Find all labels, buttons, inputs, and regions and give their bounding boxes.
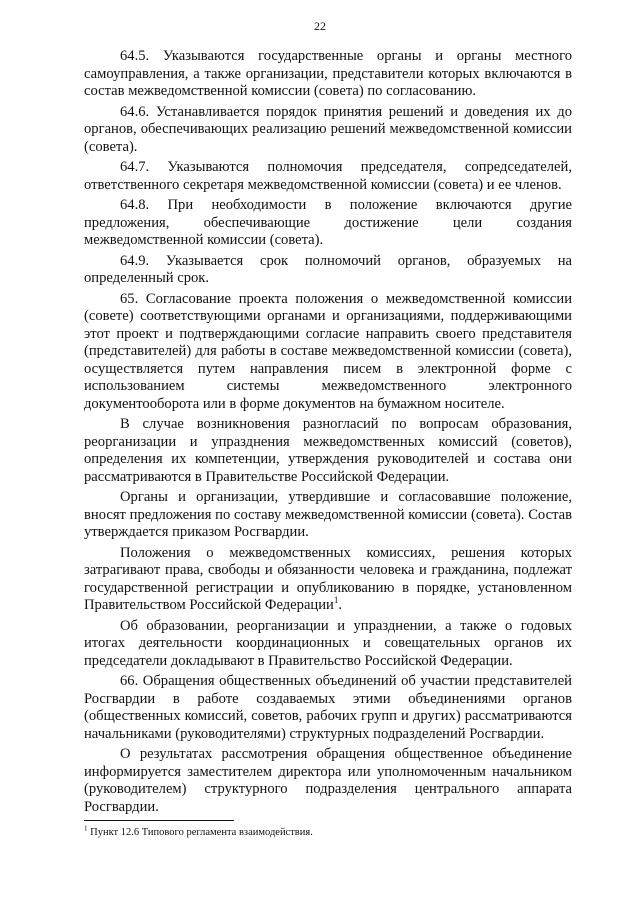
- paragraph-registration-text: Положения о межведомственных комиссиях, решения которых затрагивают права, свободы и обязанности человека и гражданина, подлежат государственной регистрации и опубликованию в порядке, установленном Правительством Российской Федерации: [84, 544, 572, 613]
- paragraph-disagreements: В случае возникновения разногласий по вопросам образования, реорганизации и упразднения межведомственных комиссий (советов), определения их компетенции, утверждения руководителей и состава они рассматриваются в Правительстве Российской Федерации.: [84, 416, 572, 485]
- document-body: [84, 48, 572, 819]
- paragraph-reports: Об образовании, реорганизации и упразднении, а также о годовых итогах деятельности координационных и совещательных органов их председатели докладывают в Правительство Российской Федерации.: [84, 617, 572, 669]
- footnote-mark: 1: [84, 824, 88, 833]
- footnote: [84, 826, 572, 839]
- paragraph-64-5: 64.5. Указываются государственные органы и органы местного самоуправления, а также организации, представители которых включаются в состав межведомственной комиссии (совета) по согласованию.: [84, 48, 572, 99]
- paragraph-64-6: 64.6. Устанавливается порядок принятия решений и доведения их до органов, обеспечивающих реализацию решений межведомственной комиссии (совета).: [84, 103, 572, 155]
- footnote-divider: [84, 820, 234, 821]
- paragraph-composition: Органы и организации, утвердившие и согласовавшие положение, вносят предложения по составу межведомственной комиссии (совета). Состав утверждается приказом Росгвардии.: [84, 489, 572, 540]
- paragraph-65: 65. Согласование проекта положения о межведомственной комиссии (совете) соответствующими органами и организациями, поддерживающими этот проект и подтверждающими согласие направить своего представителя (представителей) для работы в составе межведомственной комиссии (совета), осуществляется путем направления писем в электронной форме с использованием системы межведомственного электронного документооборота или в форме документов на бумажном носителе.: [84, 290, 572, 412]
- paragraph-64-8: 64.8. При необходимости в положение включаются другие предложения, обеспечивающие достижение цели создания межведомственной комиссии (совета).: [84, 197, 572, 248]
- paragraph-registration-end: .: [338, 597, 343, 613]
- paragraph-registration: [84, 545, 572, 615]
- page-number: 22: [314, 19, 326, 33]
- paragraph-results: О результатах рассмотрения обращения общественное объединение информируется заместителем директора или уполномоченным начальником (руководителем) структурного подразделения центрального аппарата Росгвардии.: [84, 746, 572, 815]
- paragraph-64-7: 64.7. Указываются полномочия председателя, сопредседателей, ответственного секретаря межведомственной комиссии (совета) и ее членов.: [84, 159, 572, 193]
- paragraph-64-9: 64.9. Указывается срок полномочий органов, образуемых на определенный срок.: [84, 252, 572, 286]
- footnote-reference: 1: [333, 595, 339, 606]
- paragraph-66: 66. Обращения общественных объединений об участии представителей Росгвардии в работе создаваемых этими объединениями органов (общественных комиссий, советов, рабочих групп и других) рассматриваются начальниками (руководителями) структурных подразделений Росгвардии.: [84, 673, 572, 742]
- footnote-text: Пункт 12.6 Типового регламента взаимодействия.: [87, 827, 313, 838]
